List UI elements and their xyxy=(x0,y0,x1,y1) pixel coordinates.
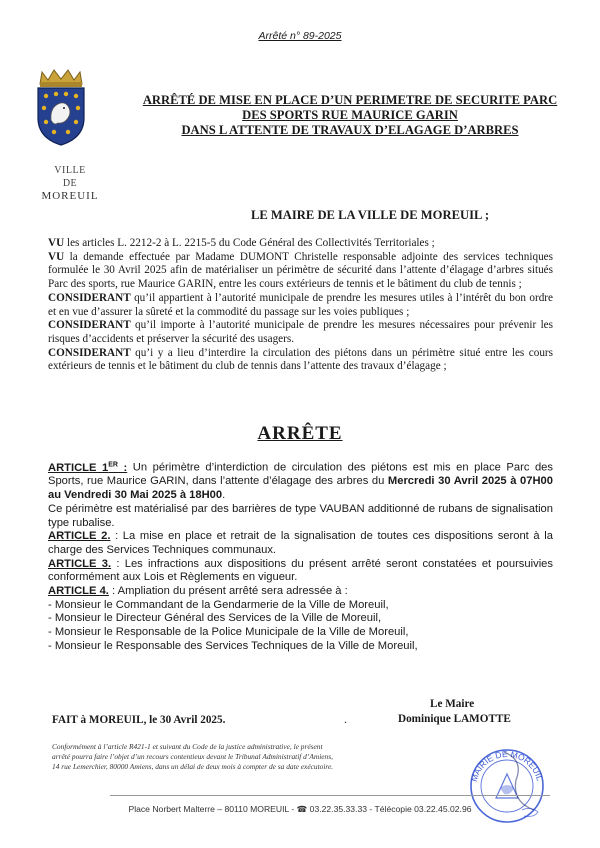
stray-dot: . xyxy=(344,712,347,726)
recital xyxy=(48,251,553,292)
signatory-name: Dominique LAMOTTE xyxy=(398,713,511,725)
decree-number: Arrêté n° 89-2025 xyxy=(258,30,342,42)
recitals xyxy=(48,237,553,374)
articles xyxy=(48,458,553,654)
coat-of-arms-icon xyxy=(34,68,88,146)
recital-keyword: CONSIDERANT xyxy=(48,319,131,332)
article-label: ARTICLE 1ER : xyxy=(48,461,128,474)
recital xyxy=(48,347,553,374)
decree-title xyxy=(110,93,590,138)
recital xyxy=(48,292,553,319)
recital-text: la demande effectuée par Madame DUMONT Christelle responsable adjointe des services techniques formulée le 30 Avril 2025 afin de matérialiser un périmètre de sécurité dans l’attente d’élagage d’arbres situés Parc des sports, rue Maurice GARIN, entre les cours extérieurs de tennis et le bâtiment du club de tennis ; xyxy=(48,250,553,291)
recipient: - Monsieur le Responsable de la Police Municipale de la Ville de Moreuil, xyxy=(48,626,409,639)
town-line-3: MOREUIL xyxy=(41,190,99,202)
article-2 xyxy=(48,530,553,557)
town-line-1: VILLE xyxy=(54,165,86,176)
article-text: : Les infractions aux dispositions du présent arrêté seront constatées et poursuivies conformément aux Lois et Règlements en vigueur. xyxy=(48,557,553,584)
recital-text: les articles L. 2212-2 à L. 2215-5 du Code Général des Collectivités Territoriales ; xyxy=(64,237,435,249)
article-sup: ER xyxy=(108,461,118,468)
done-at: FAIT à MOREUIL, le 30 Avril 2025. xyxy=(52,714,226,726)
article-label: ARTICLE 4. xyxy=(48,585,109,598)
recipient: - Monsieur le Directeur Général des Services de la Ville de Moreuil, xyxy=(48,612,382,625)
title-line-1: ARRÊTÉ DE MISE EN PLACE D’UN PERIMETRE DE SECURITE PARC xyxy=(142,93,558,107)
recital xyxy=(48,237,553,251)
article-1: ARTICLE 1ER : Un périmètre d’interdiction de circulation des piétons est mis en place Parc des Sports, rue Maurice GARIN, dans l’attente d’élagage des arbres du Mercredi 30 Avril 2025 à 07H00 au Vendredi 30 Mai 2025 à 18H00. xyxy=(48,461,553,502)
recital-text: qu’il appartient à l’autorité municipale de prendre les mesures utiles à l’intérêt du bon ordre et en vue d’assurer la sûreté et la commodité du passage sur les voies publiques ; xyxy=(48,291,553,318)
article-dates: Mercredi 30 Avril 2025 à 07H00 au Vendredi 30 Mai 2025 à 18H00 xyxy=(48,475,553,502)
recital-keyword: VU xyxy=(48,237,65,249)
recital-keyword: CONSIDERANT xyxy=(48,291,131,304)
article-text: Un périmètre d’interdiction de circulation des piétons est mis en place Parc des Sports, rue Maurice GARIN, dans l’attente d’élagage des arbres du xyxy=(48,461,553,488)
town-name xyxy=(30,164,110,203)
footer-divider xyxy=(110,795,550,796)
recital xyxy=(48,319,553,346)
town-line-2: DE xyxy=(62,178,78,189)
recital-keyword: CONSIDERANT xyxy=(48,346,131,359)
recipient: - Monsieur le Commandant de la Gendarmerie de la Ville de Moreuil, xyxy=(48,598,389,611)
article-text: : La mise en place et retrait de la signalisation de toutes ces dispositions seront à la charge des Services Techniques communaux. xyxy=(48,530,553,556)
article-3 xyxy=(48,558,553,585)
legal-notice: Conformément à l’article R421-1 et suivant du Code de la justice administrative, le présent arrêté pourra faire l’objet d’un recours contentieux devant le Tribunal Administratif d’Amiens, 14 rue Lemerchier, 80000 Amiens, dans un délai de deux mois à compter de sa date exécutoire. xyxy=(52,742,334,771)
authority-heading: LE MAIRE DE LA VILLE DE MOREUIL ; xyxy=(250,208,490,222)
stamp-text: MAIRIE DE MOREUIL xyxy=(468,748,546,783)
recital-text: qu’i y a lieu d’interdire la circulation des piétons dans un périmètre situé entre les cours extérieurs de tennis et le bâtiment du club de tennis dans l’attente des travaux d’élagage ; xyxy=(48,346,553,373)
title-line-3: DANS L ATTENTE DE TRAVAUX D’ELAGAGE D’ARBRES xyxy=(181,123,519,137)
article-1-para-2: Ce périmètre est matérialisé par des barrières de type VAUBAN additionné de rubans de signalisation type rubalise. xyxy=(48,502,553,529)
article-label: ARTICLE 2. xyxy=(48,530,111,543)
signatory-role: Le Maire xyxy=(430,698,475,710)
recital-text: qu’il importe à l’autorité municipale de prendre les mesures nécessaires pour prévenir les risques d’accidents et préserver la sécurité des usagers. xyxy=(48,319,553,345)
footer-address: Place Norbert Malterre – 80110 MOREUIL - ☎ 03.22.35.33.33 - Télécopie 03.22.45.02.96 xyxy=(128,804,472,814)
recipient: - Monsieur le Responsable des Services Techniques de la Ville de Moreuil, xyxy=(48,639,418,652)
decree-heading: ARRÊTE xyxy=(257,423,343,444)
article-4 xyxy=(48,585,553,599)
article-text: : Ampliation du présent arrêté sera adressée à : xyxy=(108,585,348,598)
article-label: ARTICLE 3. xyxy=(48,557,112,570)
title-line-2: DES SPORTS RUE MAURICE GARIN xyxy=(242,108,458,122)
recital-keyword: VU xyxy=(48,250,65,263)
